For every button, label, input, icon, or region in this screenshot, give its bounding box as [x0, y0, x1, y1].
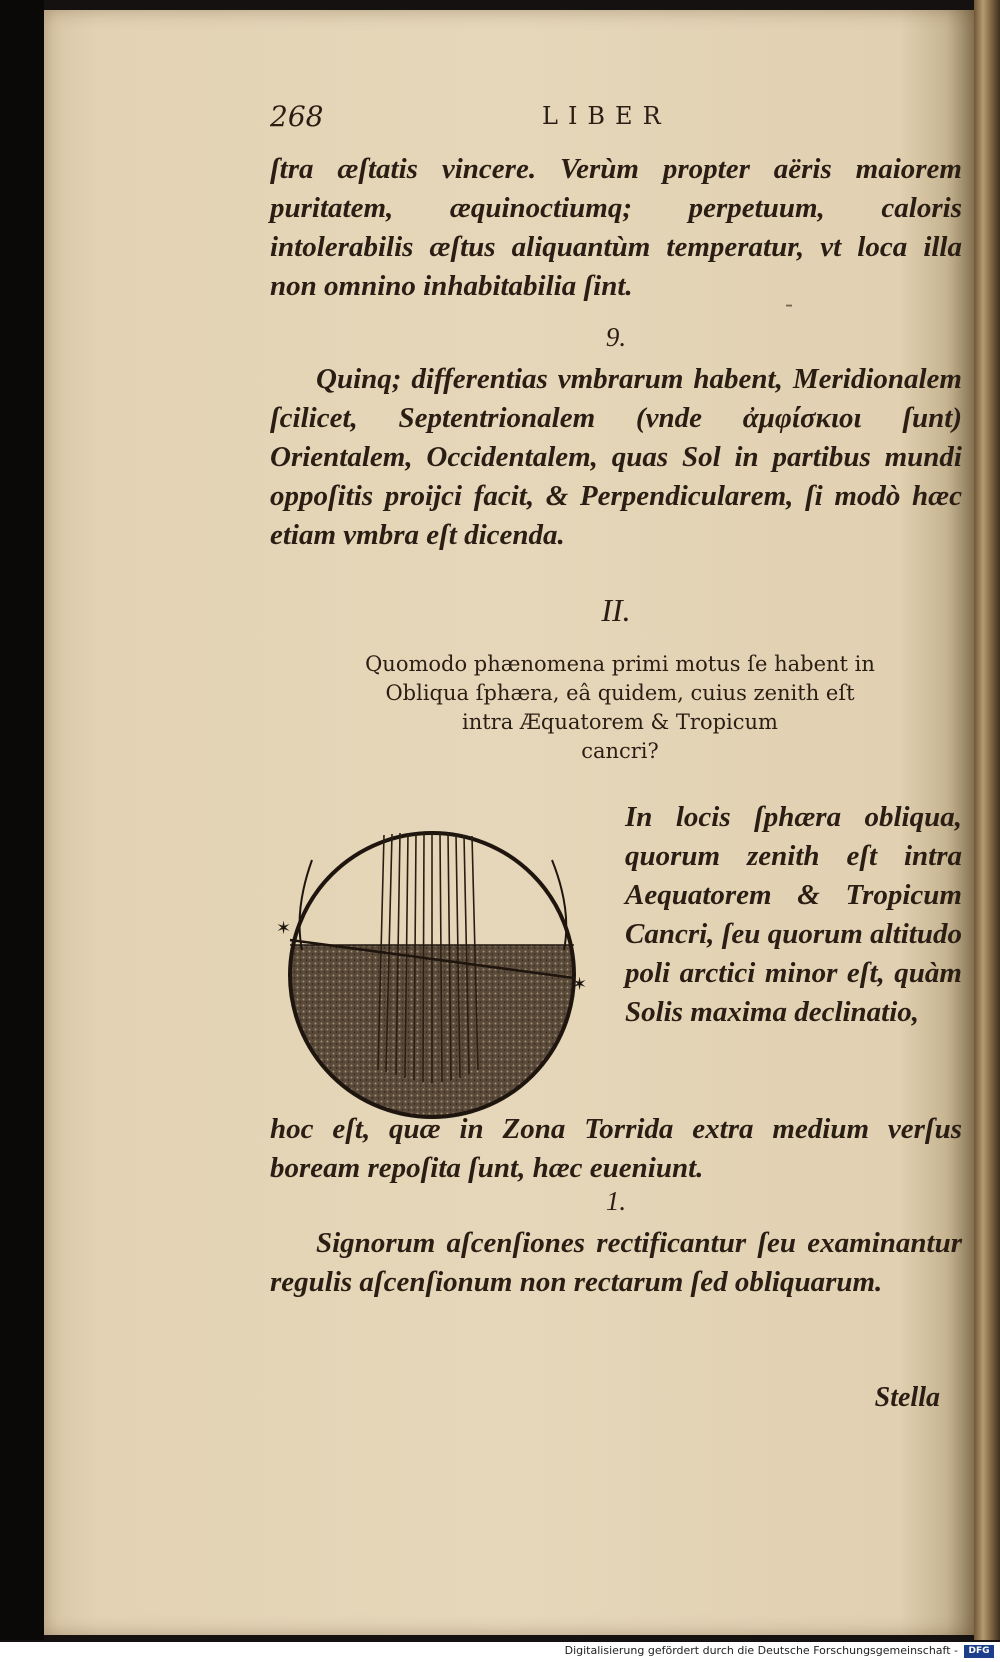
sphere-figure	[272, 800, 612, 1130]
question-line-1: Quomodo phænomena primi motus ſe habent in	[365, 652, 875, 676]
section-question	[320, 650, 920, 766]
question-line-2: Obliqua ſphæra, eâ quidem, cuius zenith eſt	[385, 681, 855, 705]
digitization-footer	[0, 1642, 1000, 1662]
paragraph-2: Quinq; differentias vmbrarum habent, Meridionalem ſcilicet, Septentrionalem (vnde ἀμφίσκιοι ſunt) Orientalem, Occidentalem, quas Sol in partibus mundi oppoſitis proijci facit, & Perpendicularem, ſi modò hæc etiam vmbra eſt dicenda.	[270, 363, 962, 551]
page-number: 268	[270, 100, 324, 133]
running-head: LIBER	[542, 102, 671, 130]
item-number-1: 1.	[605, 1186, 627, 1216]
page-header	[270, 100, 960, 140]
section-number: II.	[601, 592, 631, 628]
paragraph-3: Signorum aſcenſiones rectificantur ſeu examinantur regulis aſcenſionum non rectarum ſed obliquarum.	[270, 1227, 962, 1298]
wrap-paragraph-continued	[270, 1110, 962, 1188]
page-edge	[974, 0, 1000, 1640]
question-line-3: intra Æquatorem & Tropicum	[462, 710, 778, 734]
paragraph-1: ſtra æſtatis vincere. Verùm propter aëris maiorem puritatem, æquinoctiumq; perpetuum, caloris intolerabilis æſtus aliquantùm temperatur, vt loca illa non omnino inhabitabilia ſint.	[270, 153, 962, 302]
pole-mark-left: ✶	[276, 918, 292, 939]
dfg-logo: DFG	[964, 1645, 994, 1658]
footer-credit: Digitalisierung gefördert durch die Deutsche Forschungsgemeinschaft -	[564, 1644, 958, 1657]
pole-mark-right: ✶	[572, 974, 588, 995]
scan-background	[0, 0, 44, 1640]
wrap-paragraph: In locis ſphæra obliqua, quorum zenith eſt intra Aequatorem & Tropicum Cancri, ſeu quorum altitudo poli arctici minor eſt, quàm Solis maxima declinatio,	[625, 801, 962, 1028]
question-line-4: cancri?	[581, 739, 659, 763]
item-number-9: 9.	[605, 322, 627, 352]
stray-mark: -	[785, 290, 794, 318]
catchword: Stella	[874, 1382, 940, 1413]
wrap-continued-text: hoc eſt, quæ in Zona Torrida extra medium verſus boream repoſita ſunt, hæc eueniunt.	[270, 1113, 962, 1184]
